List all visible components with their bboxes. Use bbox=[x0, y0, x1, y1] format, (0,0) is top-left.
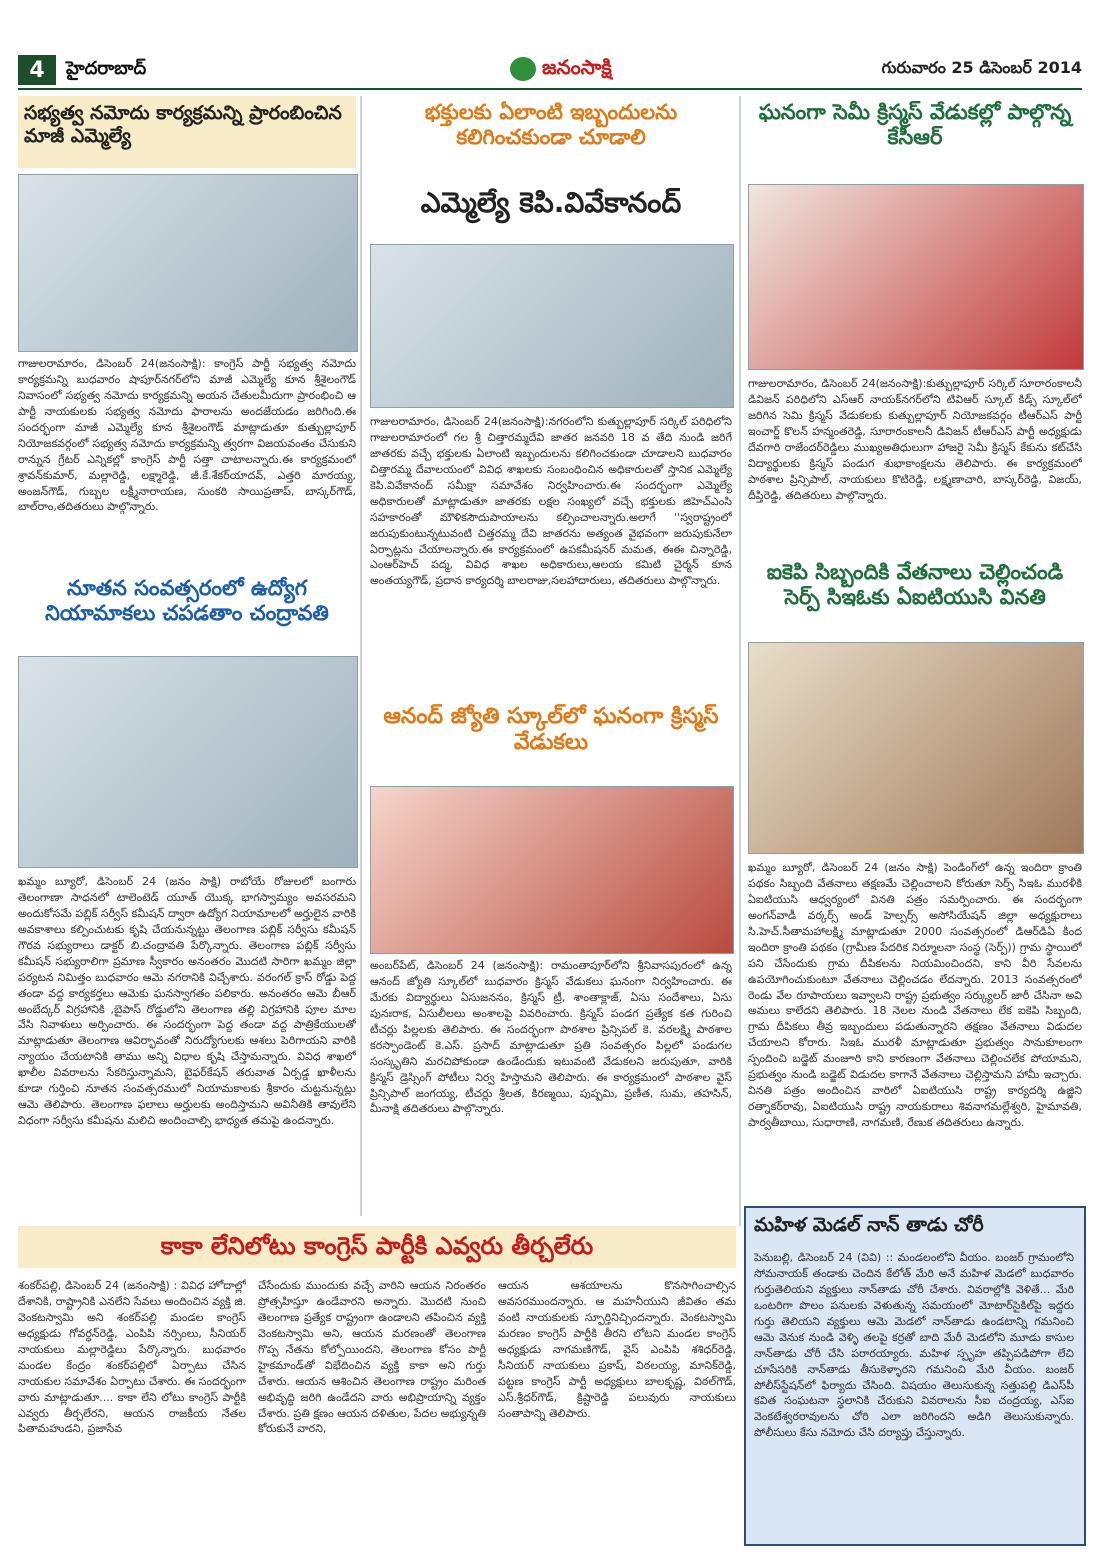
article6-body: ఖమ్మం బ్యూరో, డిసెంబర్ 24 (జనం సాక్షి) పెండింగ్‌లో ఉన్న ఇందిరా క్రాంతి పథకం సిబ్బంది వేతనాలు తక్షణమే చెల్లించాలని కోరుతూ సెర్ప్ సిఇఓ మురళీకి ఏఐటియుసి ఆధ్వర్యంలో వినతి పత్రం సమర్పించారు. ఈ సందర్భంగా అంగన్‌వాడీ వర్కర్స్ అండ్ హెల్పర్స్ అసోసియేషన్ జిల్లా అధ్యక్షురాలు సి.హెచ్.సీతామహాలక్ష్మి మాట్లాడుతూ 2000 సంవత్సరంలో డిఆర్‌డిఏ కింద ఇందిరా క్రాంతి పథకం (గ్రామీణ పేదరిక నిర్మూలనా సంస్థ (సెర్ప్)) గ్రామ స్థాయిలో పని చేసేందుకు గ్రామ దీపికలను నియమించిందని, కాని వీరి సేవలను ఉపయోగించుకుంటూ వేతనాలు చెల్లించడం లేదన్నారు. 2013 సంవత్సరంలో రెండు వేల రూపాయలు ఇవ్వాలని రాష్ట్ర ప్రభుత్వం సర్క్యులర్ జారీ చేసినా అవి అమలు కాలేదని తెలిపారు. 18 నెలల నుండి వేతనాలు లేక ఐకెపి సిబ్బంది, గ్రామ దీపికలు తీవ్ర ఇబ్బందులు పడుతున్నారని తక్షణం వేతనాలు విడుదల చేయాలని కోరారు. సిఇఓ మురళీ మాట్లాడుతూ ప్రభుత్వం సానుకూలంగా స్పందించి బడ్జెట్ మంజూరి కాని కారణంగా వేతనాలు చెల్లించలేక పోయామని, ప్రభుత్వం నుండి బడ్జెట్ విడుదల కాగానే వేతనాలు చెల్లిస్తామని హామీ ఇచ్చారు. వినతి పత్రం అందించిన వారిలో ఏఐటియుసి రాష్ట్ర కార్యదర్శి ఉజ్జిని రత్నాకర్‌రావు, ఏఐటియుసి రాష్ట్ర నాయకురాలు శివనాగమల్లేశ్వరి, హైమావతి, పార్వతీబాయి, సుధారాణి, నాగమణి, రేణుక తదితరులు ఉన్నారు. bbox=[748, 861, 1082, 1129]
city-name: హైదరాబాద్ bbox=[66, 57, 147, 79]
article3-photo bbox=[370, 244, 734, 408]
article2-photo bbox=[18, 656, 358, 868]
article5-photo bbox=[748, 184, 1084, 370]
article1-title: సభ్యత్వ నమోదు కార్యక్రమన్ని ప్రారంబించిన మాజీ ఎమ్మెల్యే bbox=[24, 102, 342, 147]
article7-body: పెనుబల్లి, డిసెంబర్ 24 (వివి) :: మండలంలోని వీయం. బంజర్ గ్రామంలోని సోమనాయక్ తండాకు చెందిన కేలోత్ మేరి అనే మహిళ మెడలో బుధవారం గుర్తుతెలియని వ్యక్తులు నాన్‌తాడు చోరీ చేశారు. వివరాల్లోకి వెళితే... మేరి ఒంటరిగా పొలం పనులకు వెళుతున్న సమయంలో మోటార్‌సైకిల్‌పై ఇద్దరు గుర్తు తెలియని వ్యక్తులు ఆమె మెడలో నాన్‌తాడు ఉండటాన్ని గమనించి ఆమె వెనుక నుండి వెళ్ళి తలపై కర్రతో బాది మేరీ మెడలోని మూడు కాసుల నాన్‌తాడు చోరీ చేసి పరారయ్యారు. మహిళ స్పృహ తప్పిపడిపోగా లేచి చూసేసరికి నాన్‌తాడు తీసుకెళ్ళారని గమనించి మేరి వీయం. బంజర్ పోలీస్‌స్టేషన్‌లో ఫిర్యాదు చేసింది. విషయం తెలుసుకున్న సత్తుపల్లి డిఎస్‌పీ కవిత సంఘటనా స్థలానికి చేరుకుని వివరాలను సీఐ చంద్రయ్య, ఎస్ఐ వెంకటేశ్వరరావులను చోరి ఎలా జరిగిందని అడిగి తెలుసుకున్నారు. పోలీసులు కేసు నమోదు చేసి దర్యాప్తు చేస్తున్నారు. bbox=[754, 1251, 1074, 1440]
article4-photo bbox=[370, 786, 734, 954]
article5-body: గాజులరామారం, డిసెంబర్ 24(జనంసాక్షి):కుత్బుల్లాపూర్ సర్కిల్ సూరారంకాలనీ డివిజన్ పరిధిలోని ఎస్ఆర్ నాయక్‌నగర్‌లోని టివిఆర్ స్కూల్ కిడ్స్ స్కూల్‌లో జరిగిన సెమి క్రిస్మస్ వేడుకలకు కుత్బుల్లాపూర్ నియోజకవర్గం టీఆర్‌ఎస్ పార్టీ ఇంచార్జ్ కొలన్ హన్మంతరెడ్డి, సూరారంకాలనీ డివిజన్ టీఆర్‌ఎస్ పార్టీ అధ్యక్షుడు దేవగారి రాజేందర్‌రెడ్డిలు ముఖ్యఅతిధులుగా హాజరై సెమీ క్రిస్మస్ కేకును కట్‌చేసి విద్యార్థులకు క్రిస్మస్ పండుగ శుభాకాంక్షలను తెలిపారు. ఈ కార్యక్రమంలో పాఠశాల ప్రిన్సిపాల్, నాయకులు కొటిరెడ్డి, లక్ష్మణాచారి, బాస్కర్‌రెడ్డి, విజయ్, దీప్తిరెడ్డి, తదితరులు పాల్గొన్నారు. bbox=[748, 377, 1082, 502]
article6-title: ఐకెపి సిబ్బందికి వేతనాలు చెల్లించండి సెర్ప్ సిఇఓకు ఏఐటియుసి వినతి bbox=[766, 560, 1064, 610]
article1-photo bbox=[18, 174, 358, 352]
article4-title: ఆనంద్ జ్యోతి స్కూల్‌లో ఘనంగా క్రిస్మస్ వేడుకలు bbox=[383, 704, 719, 756]
column-divider-left bbox=[360, 96, 362, 1216]
article7-title: మహిళ మెడల్ నాన్ తాడు చోరీ bbox=[754, 1214, 984, 1236]
article3-title-line1: భక్తులకు ఏలాంటి ఇబ్బందులను కలిగించకుండా చూడాలి bbox=[424, 100, 678, 150]
article8-col3: ఆయన ఆశయాలను కొనసాగించాల్సిన అవసరముందన్నారు. ఆ మహనీయుని జీవితం తమ వంటి నాయకులకు స్ఫూర్తినిచ్చిందన్నారు. వెంకటస్వామి మరణం కాంగ్రెస్ పార్టీకి తీరని లోటని మండల కాంగ్రెస్ అధ్యక్షుడు నాగమణిగౌడ్, వైస్ ఎంపిపి శశిధర్‌రెడ్డి, సీనియర్ నాయకులు ప్రకాష్, విఠలయ్య, మానిక్‌రెడ్డి, పట్టణ కాంగ్రెస్ పార్టీ అధ్యక్షులు బాలకృష్ణ, విఠల్‌గౌడ్, ఎస్.శ్రీధర్‌గౌడ్, క్రిష్టారెడ్డి పలువురు నాయకులు సంతాపాన్ని తెలిపారు. bbox=[498, 1279, 736, 1420]
issue-date: గురువారం 25 డిసెంబర్ 2014 bbox=[881, 58, 1082, 77]
article4-body: అంబర్‌పేట్, డిసెంబర్ 24 (జనంసాక్షి): రామంతాపూర్‌లోని శ్రీనివాసపురంలో ఉన్న ఆనంద్ జ్యోతి స్కూల్‌లో బుధవారం క్రిస్మస్ వేడుకలు ఘనంగా నిర్వహించారు. ఈ మేరకు విద్యార్థులు ఏసుజననం, క్రిస్మస్ ట్రీ, శాంతాక్లాజ్, ఏసు సందేశాలు, ఏసు పునఃరాక, ఏసులీలలు అంశాలపై వివరించారు. క్రిస్మస్ పండగ ప్రత్యేక కత గురించి టీచర్లు పిల్లలకు తెలిపారు. ఈ సందర్భంగా పాఠశాల ప్రిన్సిపల్ కె. వరలక్ష్మి పాఠశాల కరస్పాండెంట్ కె.ఎస్. ప్రసాద్ మాట్లాడుతూ ప్రతి సంవత్సరం పిల్లలో పండుగల సంస్కృతిని మరచిపోకుండా ఉండేందుకు ఇటువంటి వేడుకలని జరుపుతూ, వారికి క్రిస్మస్ డ్రెస్సింగ్ పోటీలు నిర్వ హిస్తామని తెలిపారు. ఈ కార్యక్రమంలో పాఠశాల వైస్ ప్రిన్సిపాల్ జంగయ్య, టీచర్లు శ్రీలత, కిరణ్మయి, పుష్పమి, ప్రణీత, సుమ, తహసిన్, మీనాక్షి తదితరులు పాల్గొన్నారు. bbox=[370, 959, 732, 1116]
article8-col1: శంకర్‌పల్లి, డిసెంబర్ 24 (జనంసాక్షి) : వివిధ హోదాల్లో దేశానికి, రాష్ట్రానికి ఎనలేని సేవలు అందించిన వ్యక్తి జి. వెంకటస్వామి అని శంకర్‌పల్లి మండల కాంగ్రెస్ అధ్యక్షుడు గోవర్ధన్‌రెడ్డి, ఎంపిపి నర్సింలు, సీనియర్ నాయకులు మల్లారెడ్డిలు పేర్కొన్నారు. బుధవారం మండల కేంద్రం శంకర్‌పల్లిలో ఏర్పాటు చేసిన నాయకుల సమావేశం ఏర్పాటు చేశారు. ఈ సందర్భంగా వారు మాట్లాడుతూ.... కాకా లేని లోటు కాంగ్రెస్ పార్టీకి ఎవ్వరు తీర్చలేరని, ఆయన రాజకీయ నేతల పితామహుడని, ప్రజాసేవ bbox=[18, 1279, 246, 1436]
logo-leaf-icon bbox=[510, 57, 536, 81]
article2-body: ఖమ్మం బ్యూరో, డిసెంబర్ 24 (జనం సాక్షి) రాబోయే రోజులలో బంగారు తెలంగాణా సాధనలో టాలెంటెడ్ యూత్ యొక్క భాగస్వామ్యం అవసరమని అందుకోసమే పబ్లిక్ సర్వీస్ కమీషన్ ద్వారా ఉద్యోగ నియామాలలో అర్హులైన వారికి అవకాశాలు కల్పించుటకు కృషి చేయనున్నట్టు తెలంగాణ పబ్లిక్ సర్వీసు కమీషన్ గౌరవ సభ్యురాలు డాక్టర్ బి.చంద్రావతి పేర్కొన్నారు. తెలంగాణ పబ్లిక్ సర్వీసు కమీషన్ సభ్యురాలిగా ప్రమాణ స్వీకారం అనంతరం మొదటి సారిగా ఖమ్మం జిల్లా పర్యటన నిమిత్తం బుధవారం ఆమె నగరానికి విచ్చేశారు. వరంగల్ క్రాస్ రోడ్డు పెద్ద తండా వద్ద కార్యకర్తలు ఆమెకు ఘనస్వాగతం పలికారు. అనంతరం ఆమె బీఆర్ అంబేద్కర్ విగ్రహానికి ,బైపాస్ రోడ్డులోని తెలంగాణ తల్లి విగ్రహానికి పూల మాల వేసి నివాళులు అర్పించారు. ఈ సందర్భంగా పెద్ద తండా వద్ద పాత్రికేయులతో మాట్లాడుతూ తెలంగాణ ఆవిర్భావంతో నిరుద్యోగులకు ఆశలు పెరిగాయని వారికి న్యాయం చేయటానికి తాము అన్ని విధాల కృషి చేస్తామన్నారు. వివిధ శాఖలో ఖాలీల వివరాలను సేకరిస్తున్నామని, బైఫర్‌కేషన్ తరువాత ఏర్పడ్డ ఖాళీలను కూడా గుర్తించి నూతన సంవత్సరములో నియామకాలకు శ్రీకారం చుట్టనున్నట్లు ఆమె తెలిపారు. తెలంగాణ ఫలాలు అర్హులకు అందిస్తామని అవినీతికి తావులేని విధంగా సర్వీసు కమీషను మలిచి అందించాల్సి భాధ్యత తమపై ఉందన్నారు. bbox=[18, 875, 356, 1128]
article8-col2: చేసేందుకు ముందుకు వచ్చే వారిని ఆయన నిరంతరం ప్రోత్సహిస్తూ ఉండేవారని అన్నారు. మొదటి నుంచి తెలంగాణ ప్రత్యేక రాష్ట్రంగా ఉండాలని తపించిన వ్యక్తి వెంకటస్వామి అని, ఆయన మరణంతో తెలంగాణ గొప్ప నేతను కోల్పోయిందని, తెలంగాణ కోసం పార్టీ హైకమాండ్‌తో విభేదించిన వ్యక్తి కాకా అని గుర్తు చేశారు. ఆయన ఆశించిన తెలంగాణ రాష్ట్రం మరింత అభివృద్ధి జరిగి ఉండేదని వారు అభిప్రాయాన్ని వ్యక్తం చేశారు. ప్రతి క్షణం ఆయన దళితుల, పేదల అభ్యున్నతి కోరుకునే వారని, bbox=[258, 1279, 486, 1436]
masthead bbox=[18, 52, 1082, 90]
article1-body: గాజులరామారం, డిసెంబర్ 24(జనంసాక్షి): కాంగ్రెస్ పార్టీ సభ్యత్వ నమోదు కార్యక్రమన్ని బుధవారం షాపూర్‌నగర్‌లోని మాజీ ఎమ్మెల్యే కూన శ్రీశైలంగౌడ్ నివాసంలో సభ్యత్వ నమోదు కార్యక్రమన్ని అయన చేతులమీదుగా ప్రారంభించి ఆ పార్టీ నాయకులకు సభ్యత్వ నమోదు ఫారాలను అందజేయడం జరిగింది.ఈ సందర్భంగా మాజీ ఎమ్మెల్యే కూన శ్రీశైలంగౌడ్ మాట్లాడుతూ కుత్బుల్లాపూర్ నియోజకవర్గంలో సభ్యత్వ నమోదు కార్యక్రమన్ని త్వరగా విజయవంతం చేసుకుని రాన్నున గ్రేటర్ ఎన్నికల్లో కాంగ్రెస్ పార్టీ సత్తా చాటాలన్నారు.ఈ కార్యక్రమంలో శ్రావన్‌కుమార్, మల్లారెడ్డి, లక్ష్మారెడ్డి, జీ.కే.శేకర్‌యాదవ్, ఎత్తరి మారయ్య, అంజన్‌గౌడ్, గుబ్బల లక్ష్మీనారాయణ, సుంకరి సాయిప్రతాప్, బాస్కర్‌గౌడ్, బాల్‌రాం,తదితరులు పాల్గొన్నారు. bbox=[18, 357, 356, 514]
article2-title: నూతన సంవత్సరంలో ఉద్యోగ నియామాకలు చపడతాం చంద్రావతి bbox=[45, 576, 329, 626]
page-number: 4 bbox=[18, 55, 56, 85]
column-divider-right bbox=[739, 96, 741, 1226]
logo-text: జనంసాక్షి bbox=[542, 54, 612, 79]
newspaper-logo bbox=[510, 54, 660, 84]
article5-title: ఘనంగా సెమీ క్రిస్మస్ వేడుకల్లో పాల్గొన్న కేసీఆర్ bbox=[758, 100, 1072, 150]
article6-photo bbox=[748, 642, 1084, 854]
article8-title: కాకా లేనిలోటు కాంగ్రెస్ పార్టీకి ఎవ్వరు తీర్చలేరు bbox=[160, 1232, 594, 1260]
article3-body: గాజులరామారం, డిసెంబర్ 24(జనంసాక్షి):నగరంలోని కుత్బుల్లాపూర్ సర్కిల్ పరిధిలోని గాజులరామారంలో గల శ్రీ చిత్తారమ్మదేవి జాతర జనవరి 18 వ తేది నుండి జరిగే జాతరకు వచ్చే భక్తులకు ఏలాంటి ఇబ్బందులను కలిగించకుండా చూడాలని బుధవారం చిత్తారమ్మ దేవాలయంలో వివిధ శాఖలకు సంబంధించిన అధికారులతో స్తానిక ఎమ్మెల్యే కెపి.వివేకానంద్ సమీక్షా సమావేశం నిర్వహించారు.ఈ సందర్భంగా ఎమ్మెల్యే అధికారులతో మాట్లాడుతూ జాతరకు లక్షల సంఖ్యలో వచ్చే భక్తులకు జిహెచ్‌ఎంసి సహకారంతో మౌళికసౌదుపాయాలను కల్పించాలన్నారు.అలాగే ''స్వరాష్ట్రంలో జరుపుకుంటున్నటువంటి చిత్తరమ్మ దేవి జాతరను అత్యంత వైభవంగా జరుపుకునేలా ఏర్పాట్లను చేయాలన్నారు.ఈ కార్యక్రమంలో ఉపకమీషనర్ మమత, ఈఈ చిన్నారెడ్డి, ఎంఆర్‌హెచ్ పద్మ, వివిధ శాఖల అధికారులు,ఆలయ కమిటి చైర్మన్ కూన అంతయ్యగౌడ్, ప్రదాన కార్యదర్శి బాలరాజు,సలహాదారులు, తదితరులు పాల్గొన్నారు. bbox=[370, 415, 732, 588]
article3-title-line2: ఎమ్మెల్యే కెపి.వివేకానంద్ bbox=[420, 186, 682, 219]
